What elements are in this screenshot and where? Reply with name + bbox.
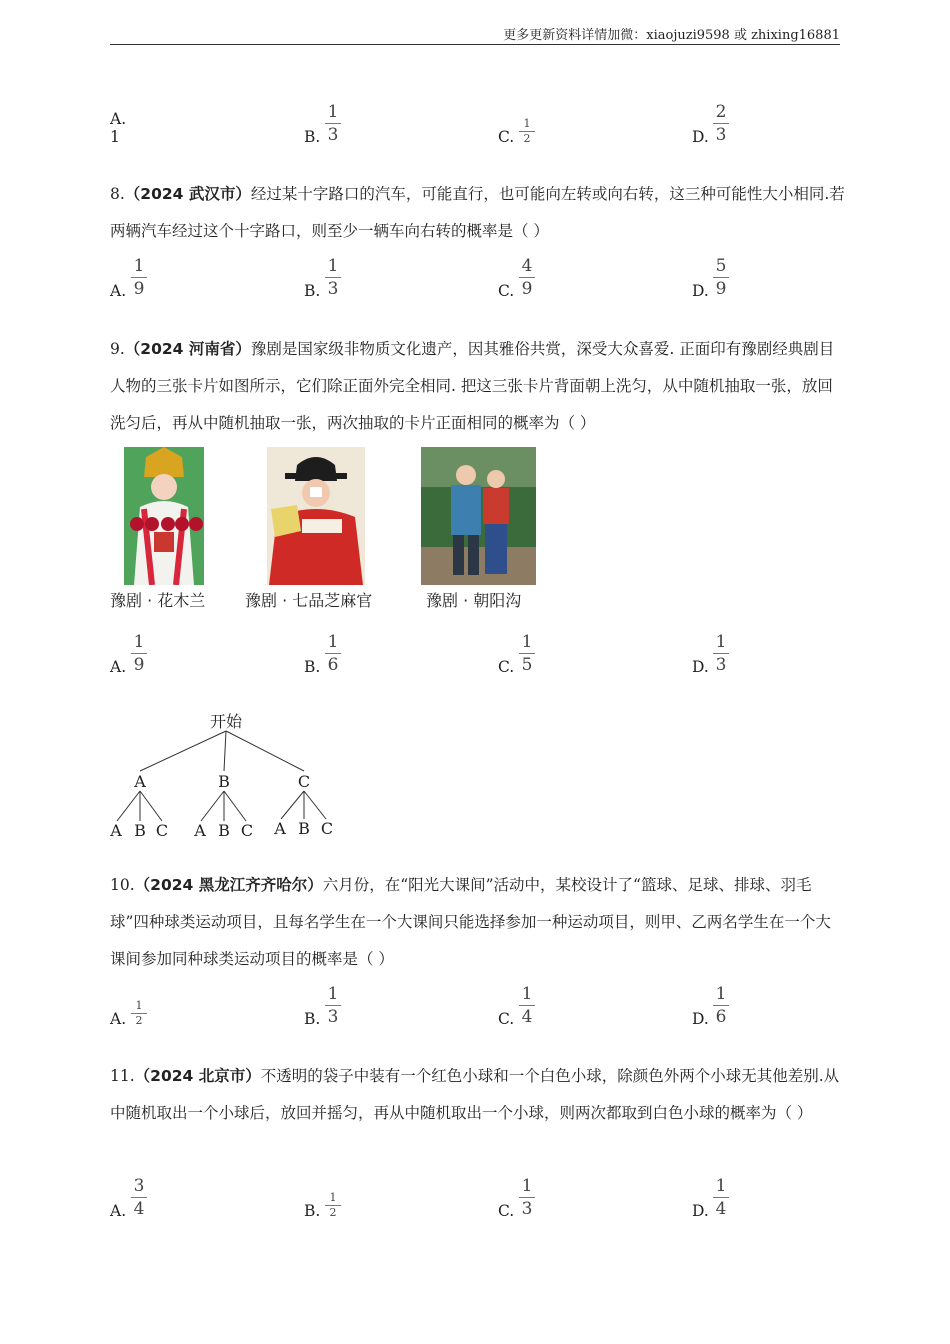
tree-diagram [100,705,350,845]
q9-options [110,632,845,682]
denominator: 9 [133,655,145,675]
numerator: 1 [521,632,533,652]
fraction [519,984,535,1027]
tree-leaf: C [320,819,334,838]
question-number: 10. [110,876,135,894]
fraction [519,1176,535,1219]
tree-leaf: B [134,821,146,840]
fraction [325,984,341,1027]
numerator: 1 [327,256,339,276]
option-label: D. [692,1202,709,1220]
numerator: 1 [327,984,339,1004]
question-text: 不透明的袋子中装有一个红色小球和一个白色小球，除颜色外两个小球无其他差别.从中随机取出一个小球后，放回并摇匀，再从中随机取出一个小球，则两次都取到白色小球的概率为（ ） [110,1067,840,1122]
numerator: 1 [715,984,727,1004]
fraction [713,256,729,299]
q7-options [110,102,845,152]
fraction [131,256,147,299]
question-8 [110,176,845,250]
denominator: 2 [523,132,531,145]
numerator: 1 [715,632,727,652]
option-value: 1 [110,128,120,146]
q10-options [110,984,845,1034]
header-text: 更多更新资料详情加微：xiaojuzi9598 或 zhixing16881 [503,28,840,43]
denominator: 5 [521,655,533,675]
question-number: 11. [110,1067,135,1085]
denominator: 2 [135,1014,143,1027]
denominator: 9 [521,279,533,299]
option-label: D. [692,1010,709,1028]
question-source: （2024 河南省） [124,340,251,358]
numerator: 5 [715,256,727,276]
card-caption: 豫剧 · 七品芝麻官 [245,591,373,610]
numerator: 1 [133,256,145,276]
option-label: A. [110,1010,127,1028]
tree-leaf: A [194,821,206,840]
tree-node: C [297,772,311,791]
denominator: 3 [715,655,727,675]
fraction [519,632,535,675]
denominator: 3 [327,1007,339,1027]
numerator: 1 [523,117,531,130]
question-9 [110,331,845,442]
option-label: A. [110,1202,127,1220]
denominator: 4 [715,1199,727,1219]
question-text: 豫剧是国家级非物质文化遗产，因其雅俗共赏，深受大众喜爱. 正面印有豫剧经典剧目人物的三张卡片如图所示，它们除正面外完全相同. 把这三张卡片背面朝上洗匀，从中随机抽取一张，放回洗匀后，再从中随机抽取一张，两次抽取的卡片正面相同的概率为（ ） [110,340,835,432]
option-label: B. [304,128,321,146]
denominator: 4 [521,1007,533,1027]
denominator: 6 [715,1007,727,1027]
tree-node: B [218,772,230,791]
denominator: 3 [715,125,727,145]
numerator: 1 [327,632,339,652]
tree-leaf: B [218,821,230,840]
denominator: 3 [521,1199,533,1219]
numerator: 1 [329,1191,337,1204]
question-source: （2024 北京市） [134,1067,261,1085]
option-label: C. [498,1010,515,1028]
question-source: （2024 武汉市） [124,185,251,203]
fraction [713,1176,729,1219]
fraction [713,632,729,675]
tree-node: A [134,772,146,791]
option-label: D. [692,658,709,676]
tree-leaf: B [298,819,310,838]
option-label: C. [498,282,515,300]
fraction [131,1000,147,1027]
denominator: 3 [327,125,339,145]
fraction [325,102,341,145]
q8-options [110,256,845,306]
page-header [110,24,840,45]
option-label: B. [304,282,321,300]
option-label: A. [110,658,127,676]
tree-leaf: A [110,821,122,840]
tree-root: 开始 [209,712,243,731]
option-label: A. [110,110,127,128]
question-number: 9. [110,340,125,358]
numerator: 3 [133,1176,145,1196]
option-label: C. [498,128,515,146]
q11-options [110,1176,845,1226]
denominator: 4 [133,1199,145,1219]
fraction [519,118,535,145]
fraction [713,102,729,145]
numerator: 1 [521,1176,533,1196]
denominator: 9 [133,279,145,299]
option-label: B. [304,658,321,676]
denominator: 3 [327,279,339,299]
option-label: C. [498,658,515,676]
question-text: 经过某十字路口的汽车，可能直行，也可能向左转或向右转，这三种可能性大小相同.若两辆汽车经过这个十字路口，则至少一辆车向右转的概率是（ ） [110,185,845,240]
numerator: 2 [715,102,727,122]
numerator: 1 [135,999,143,1012]
denominator: 6 [327,655,339,675]
numerator: 1 [133,632,145,652]
denominator: 9 [715,279,727,299]
numerator: 1 [521,984,533,1004]
question-source: （2024 黑龙江齐齐哈尔） [134,876,323,894]
question-11 [110,1058,845,1132]
fraction [131,632,147,675]
question-text: 六月份，在“阳光大课间”活动中，某校设计了“篮球、足球、排球、羽毛球”四种球类运动项目，且每名学生在一个大课间只能选择参加一种运动项目，则甲、乙两名学生在一个大课间参加同种球类运动项目的概率是（ ） [110,876,831,968]
numerator: 1 [715,1176,727,1196]
denominator: 2 [329,1206,337,1219]
option-label: B. [304,1202,321,1220]
fraction [519,256,535,299]
fraction [713,984,729,1027]
numerator: 1 [327,102,339,122]
tree-leaf: C [155,821,169,840]
fraction [325,632,341,675]
option-label: D. [692,282,709,300]
question-10 [110,867,845,978]
card-caption: 豫剧 · 朝阳沟 [426,591,522,610]
fraction [325,256,341,299]
option-label: A. [110,282,127,300]
card-caption: 豫剧 · 花木兰 [110,591,206,610]
option-label: D. [692,128,709,146]
tree-leaf: C [240,821,254,840]
option-label: C. [498,1202,515,1220]
tree-leaf: A [274,819,286,838]
card-image-hua-mulan [124,447,204,585]
question-number: 8. [110,185,125,203]
card-image-qipin-zhimaguan [267,447,365,585]
option-label: B. [304,1010,321,1028]
fraction [131,1176,147,1219]
numerator: 4 [521,256,533,276]
fraction [325,1192,341,1219]
card-image-chaoyanggou [421,447,536,585]
